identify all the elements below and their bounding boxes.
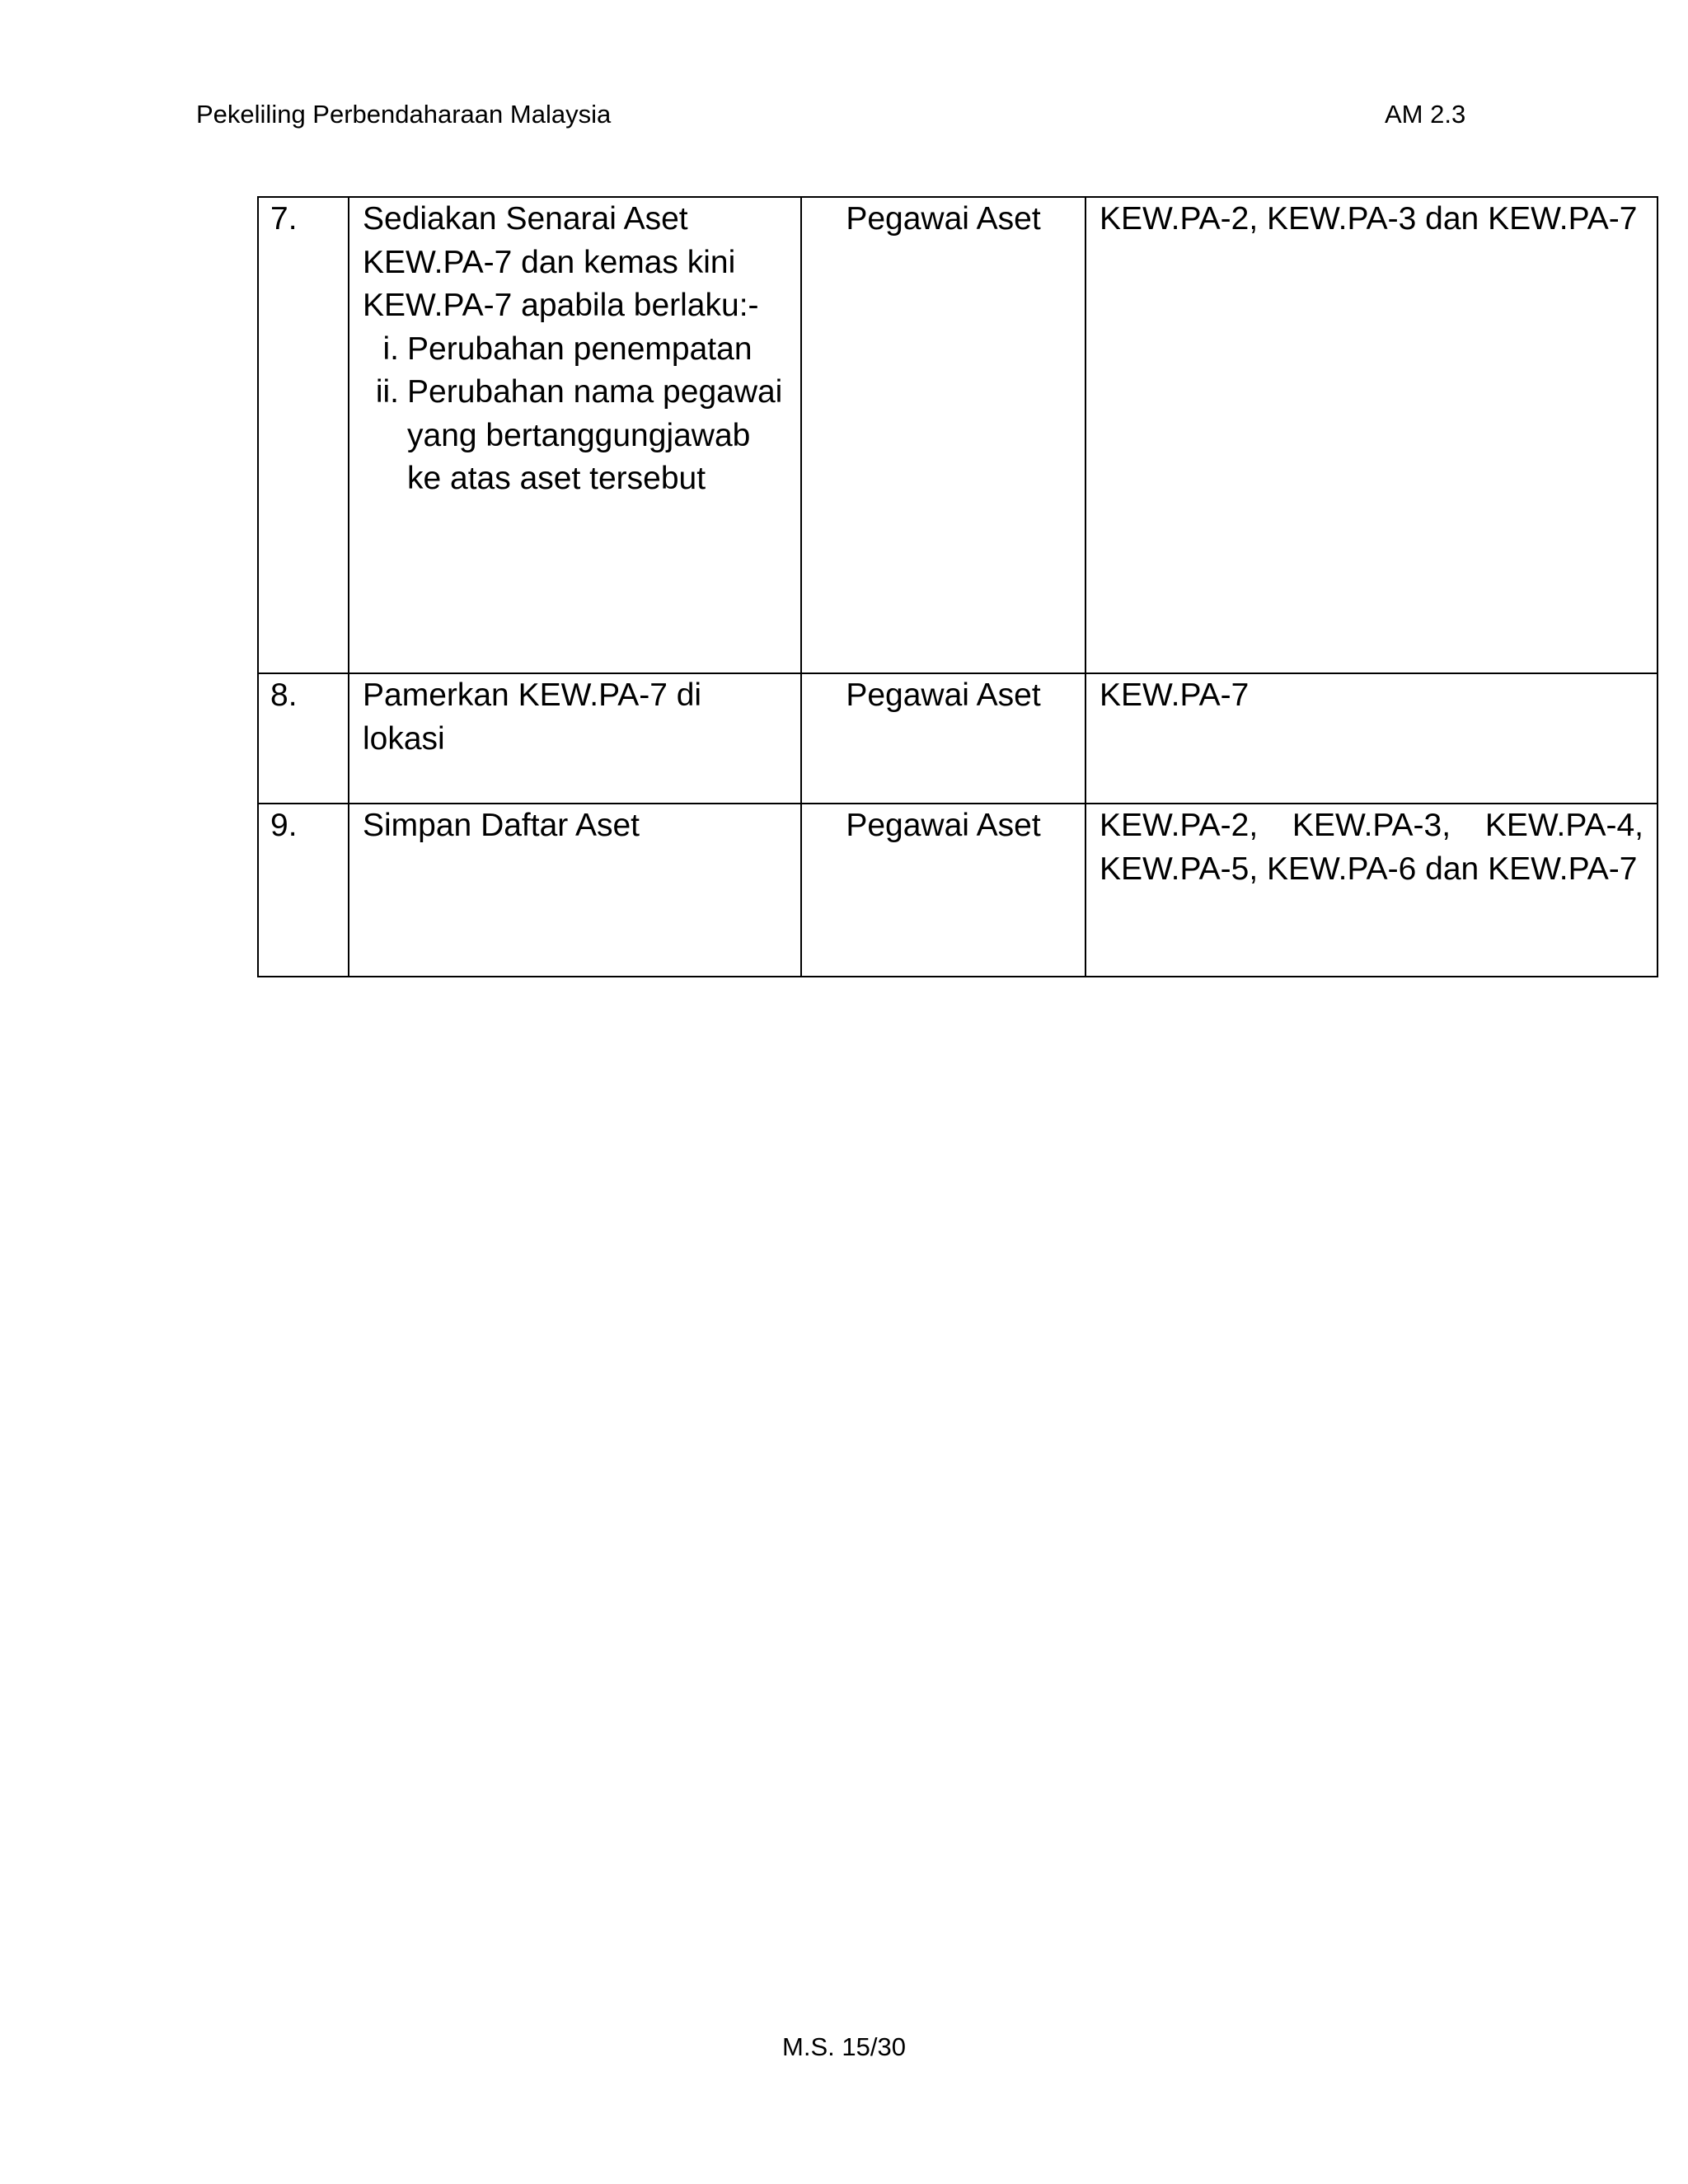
responsible-cell — [801, 197, 1085, 673]
activity-text: Simpan Daftar Aset — [363, 808, 640, 843]
procedure-table — [257, 196, 1658, 977]
row-number: 7. — [270, 201, 298, 237]
activity-cell — [349, 197, 801, 673]
table-row — [258, 197, 1658, 673]
sub-item-list — [363, 328, 787, 501]
list-item-text: Perubahan penempatan — [407, 330, 753, 367]
activity-text: Sediakan Senarai Aset KEW.PA-7 dan kemas kini KEW.PA-7 apabila berlaku:- — [363, 201, 759, 323]
responsible-cell — [801, 673, 1085, 804]
responsible-cell — [801, 804, 1085, 977]
row-number: 8. — [270, 677, 298, 713]
documents-cell — [1085, 673, 1658, 804]
row-number-cell — [258, 673, 349, 804]
list-item-marker: ii. — [375, 374, 399, 410]
documents-cell — [1085, 804, 1658, 977]
list-item-text: Perubahan nama pegawai yang bertanggungjawab ke atas aset tersebut — [407, 374, 783, 496]
list-item — [363, 371, 787, 501]
documents-cell — [1085, 197, 1658, 673]
documents-text: KEW.PA-7 — [1100, 677, 1250, 713]
row-number-cell — [258, 804, 349, 977]
documents-text: KEW.PA-2, KEW.PA-3, KEW.PA-4, KEW.PA-5, KEW.PA-6 dan KEW.PA-7 — [1100, 808, 1643, 887]
document-header-title: Pekeliling Perbendaharaan Malaysia — [196, 100, 612, 129]
table-row — [258, 804, 1658, 977]
document-header-code: AM 2.3 — [1385, 100, 1466, 129]
row-number-cell — [258, 197, 349, 673]
list-item-marker: i. — [382, 330, 399, 367]
row-number: 9. — [270, 808, 298, 843]
responsible-text: Pegawai Aset — [846, 808, 1041, 843]
activity-cell — [349, 673, 801, 804]
responsible-text: Pegawai Aset — [846, 677, 1041, 713]
table-row — [258, 673, 1658, 804]
list-item — [363, 328, 787, 372]
activity-text: Pamerkan KEW.PA-7 di lokasi — [363, 677, 702, 757]
documents-text: KEW.PA-2, KEW.PA-3 dan KEW.PA-7 — [1100, 201, 1638, 237]
page-number: M.S. 15/30 — [782, 2032, 906, 2061]
activity-cell — [349, 804, 801, 977]
responsible-text: Pegawai Aset — [846, 201, 1041, 237]
